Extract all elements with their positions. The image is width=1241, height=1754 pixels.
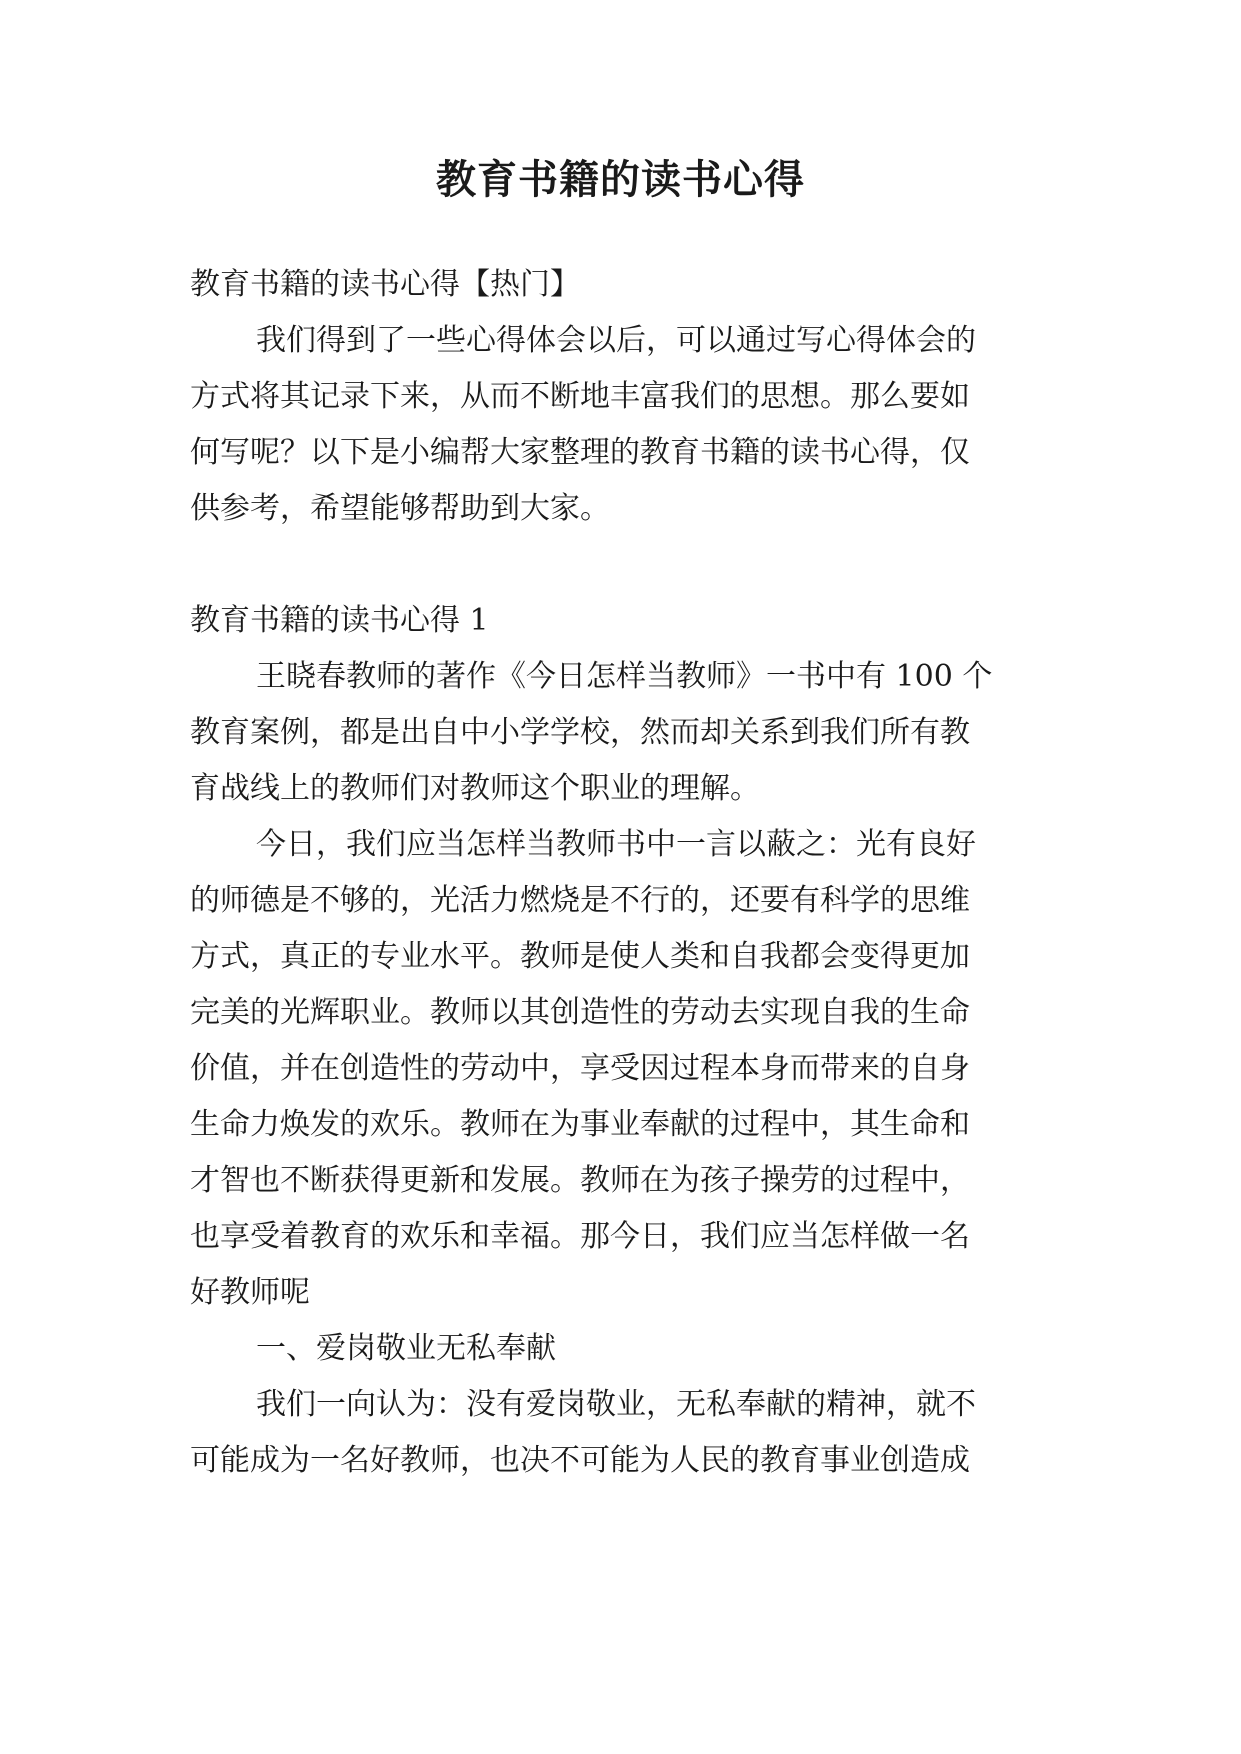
paragraph-line: 也享受着教育的欢乐和幸福。那今日，我们应当怎样做一名 (190, 1219, 970, 1254)
paragraph-line: 育战线上的教师们对教师这个职业的理解。 (190, 771, 760, 806)
paragraph-line: 好教师呢 (190, 1275, 310, 1310)
paragraph-line: 价值，并在创造性的劳动中，享受因过程本身而带来的自身 (190, 1051, 970, 1086)
intro-line: 供参考，希望能够帮助到大家。 (190, 491, 610, 526)
paragraph-line: 今日，我们应当怎样当教师书中一言以蔽之：光有良好 (256, 827, 976, 862)
intro-line: 方式将其记录下来，从而不断地丰富我们的思想。那么要如 (190, 379, 970, 414)
paragraph-line: 教育案例，都是出自中小学学校，然而却关系到我们所有教 (190, 715, 970, 750)
document-title: 教育书籍的读书心得 (436, 156, 805, 203)
document-subtitle: 教育书籍的读书心得【热门】 (190, 267, 580, 302)
paragraph-spacer (190, 537, 1060, 593)
intro-line: 何写呢？以下是小编帮大家整理的教育书籍的读书心得，仅 (190, 435, 970, 470)
document-body (190, 257, 1060, 1489)
paragraph-line: 才智也不断获得更新和发展。教师在为孩子操劳的过程中， (190, 1163, 970, 1198)
paragraph-line: 完美的光辉职业。教师以其创造性的劳动去实现自我的生命 (190, 995, 970, 1030)
section-heading: 教育书籍的读书心得 1 (190, 603, 489, 638)
paragraph-line: 我们一向认为：没有爱岗敬业，无私奉献的精神，就不 (256, 1387, 976, 1422)
paragraph-line: 的师德是不够的，光活力燃烧是不行的，还要有科学的思维 (190, 883, 970, 918)
paragraph-line: 生命力焕发的欢乐。教师在为事业奉献的过程中，其生命和 (190, 1107, 970, 1142)
paragraph-line: 王晓春教师的著作《今日怎样当教师》一书中有 100 个 (256, 659, 993, 694)
paragraph-line: 方式，真正的专业水平。教师是使人类和自我都会变得更加 (190, 939, 970, 974)
intro-line: 我们得到了一些心得体会以后，可以通过写心得体会的 (256, 323, 976, 358)
point-heading: 一、爱岗敬业无私奉献 (256, 1331, 556, 1366)
paragraph-line: 可能成为一名好教师，也决不可能为人民的教育事业创造成 (190, 1443, 970, 1478)
